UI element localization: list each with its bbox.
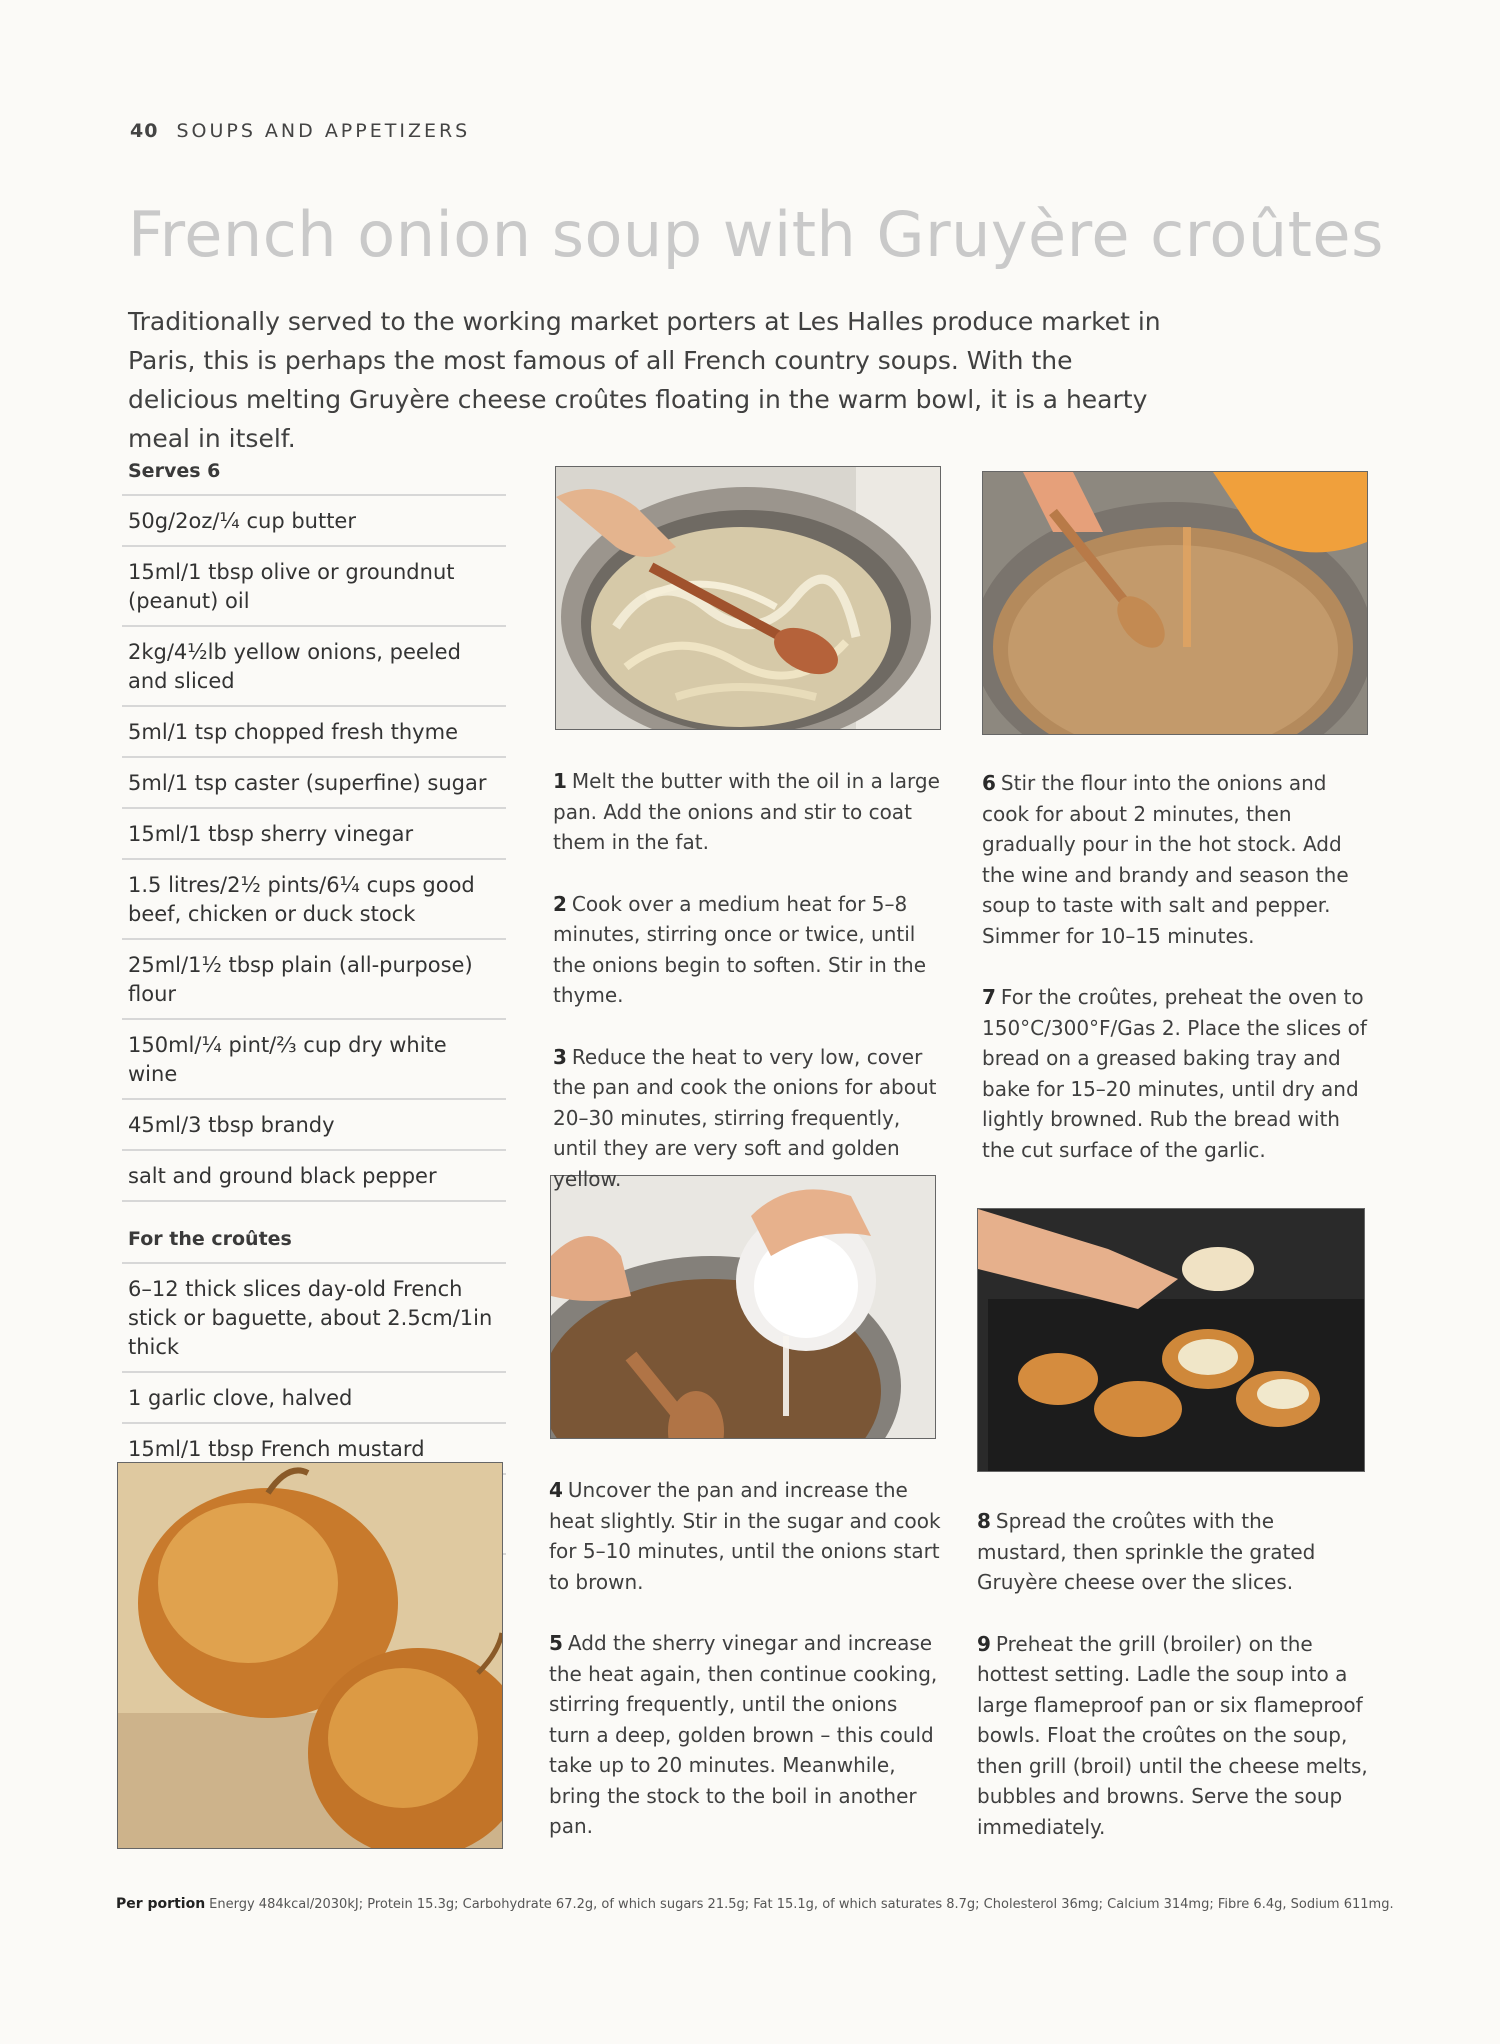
step-text: For the croûtes, preheat the oven to 150°C/300°F/Gas 2. Place the slices of bread on a greased baking tray and bake for 15–20 minutes, until dry and lightly browned. Rub the bread with the cut surface of the garlic. — [982, 985, 1367, 1162]
step-4 — [549, 1475, 941, 1597]
section-name: SOUPS AND APPETIZERS — [176, 120, 471, 142]
step-number: 3 — [553, 1044, 567, 1069]
steps-column-1b — [549, 1475, 941, 1873]
steps-column-2 — [982, 768, 1372, 1196]
steps-column-2b — [977, 1506, 1369, 1873]
step-number: 7 — [982, 985, 996, 1009]
step-text: Stir the flour into the onions and cook for about 2 minutes, then gradually pour in the hot stock. Add the wine and brandy and season the soup to taste with salt and pepper. Simmer for 10–15 minutes. — [982, 771, 1349, 948]
ingredient-item: 150ml/¼ pint/⅔ cup dry white wine — [122, 1018, 506, 1098]
croutes-heading: For the croûtes — [128, 1228, 292, 1250]
step-8 — [977, 1506, 1369, 1598]
step-5 — [549, 1628, 941, 1842]
steps-column-1 — [553, 766, 945, 1225]
recipe-title: French onion soup with Gruyère croûtes — [128, 198, 1384, 271]
step-7 — [982, 982, 1372, 1165]
step-text: Uncover the pan and increase the heat slightly. Stir in the sugar and cook for 5–10 minutes, until the onions start to brown. — [549, 1478, 941, 1594]
step-6 — [982, 768, 1372, 951]
step-number: 9 — [977, 1631, 991, 1656]
photo-croutes-on-tray — [977, 1208, 1365, 1472]
step-text: Cook over a medium heat for 5–8 minutes, stirring once or twice, until the onions begin to soften. Stir in the thyme. — [553, 891, 927, 1007]
ingredient-item: 15ml/1 tbsp olive or groundnut (peanut) oil — [122, 545, 506, 625]
step-number: 1 — [553, 769, 567, 793]
step-number: 6 — [982, 771, 996, 795]
ingredient-item: 2kg/4½lb yellow onions, peeled and sliced — [122, 625, 506, 705]
step-text: Add the sherry vinegar and increase the heat again, then continue cooking, stirring frequently, until the onions turn a deep, golden brown – this could take up to 20 minutes. Meanwhile, bring the stock to the boil in another pan. — [549, 1631, 938, 1838]
step-3 — [553, 1042, 945, 1195]
step-9 — [977, 1629, 1369, 1843]
ingredient-item: 1.5 litres/2½ pints/6¼ cups good beef, chicken or duck stock — [122, 858, 506, 938]
ingredient-item: 5ml/1 tsp caster (superfine) sugar — [122, 756, 506, 807]
ingredient-item: 6–12 thick slices day-old French stick or baguette, about 2.5cm/1in thick — [122, 1262, 506, 1371]
ingredient-item: 50g/2oz/¼ cup butter — [122, 494, 506, 545]
nutrition-label: Per portion — [116, 1896, 206, 1912]
step-text: Reduce the heat to very low, cover the pan and cook the onions for about 20–30 minutes, stirring frequently, until they are very soft and golden yellow. — [553, 1044, 937, 1191]
photo-pouring-stock — [982, 471, 1368, 735]
step-number: 4 — [549, 1478, 563, 1502]
page-number: 40 — [130, 120, 159, 142]
step-text: Melt the butter with the oil in a large pan. Add the onions and stir to coat them in the fat. — [553, 769, 940, 854]
photo-onions-in-pan — [555, 466, 941, 730]
nutrition-text: Energy 484kcal/2030kJ; Protein 15.3g; Carbohydrate 67.2g, of which sugars 21.5g; Fat 15.1g, of which saturates 8.7g; Cholesterol 36mg; Calcium 314mg; Fibre 6.4g, Sodium 611mg. — [209, 1897, 1394, 1912]
step-number: 2 — [553, 891, 567, 916]
nutrition-info — [116, 1896, 1394, 1912]
ingredient-item: 25ml/1½ tbsp plain (all-purpose) flour — [122, 938, 506, 1018]
serves-label: Serves 6 — [128, 460, 221, 482]
step-text: Preheat the grill (broiler) on the hottest setting. Ladle the soup into a large flameproof pan or six flameproof bowls. Float the croûtes on the soup, then grill (broil) until the cheese melts, bubbles and browns. Serve the soup immediately. — [977, 1631, 1368, 1839]
step-2 — [553, 889, 945, 1011]
ingredients-panel — [122, 460, 506, 1555]
ingredient-item: 15ml/1 tbsp sherry vinegar — [122, 807, 506, 858]
step-text: Spread the croûtes with the mustard, then sprinkle the grated Gruyère cheese over the slices. — [977, 1509, 1316, 1594]
step-number: 5 — [549, 1631, 563, 1655]
ingredient-list — [122, 494, 506, 1202]
recipe-intro: Traditionally served to the working market porters at Les Halles produce market in Paris, this is perhaps the most famous of all French country soups. With the delicious melting Gruyère cheese croûtes floating in the warm bowl, it is a hearty meal in itself. — [128, 307, 1161, 453]
page-header — [130, 120, 470, 142]
step-number: 8 — [977, 1509, 991, 1533]
ingredient-item: 1 garlic clove, halved — [122, 1371, 506, 1422]
ingredient-item: 15ml/1 tbsp French mustard — [122, 1422, 506, 1473]
ingredient-item: salt and ground black pepper — [122, 1149, 506, 1202]
ingredient-item: 5ml/1 tsp chopped fresh thyme — [122, 705, 506, 756]
photo-whole-onions — [117, 1462, 503, 1849]
step-1 — [553, 766, 945, 858]
ingredient-item: 45ml/3 tbsp brandy — [122, 1098, 506, 1149]
